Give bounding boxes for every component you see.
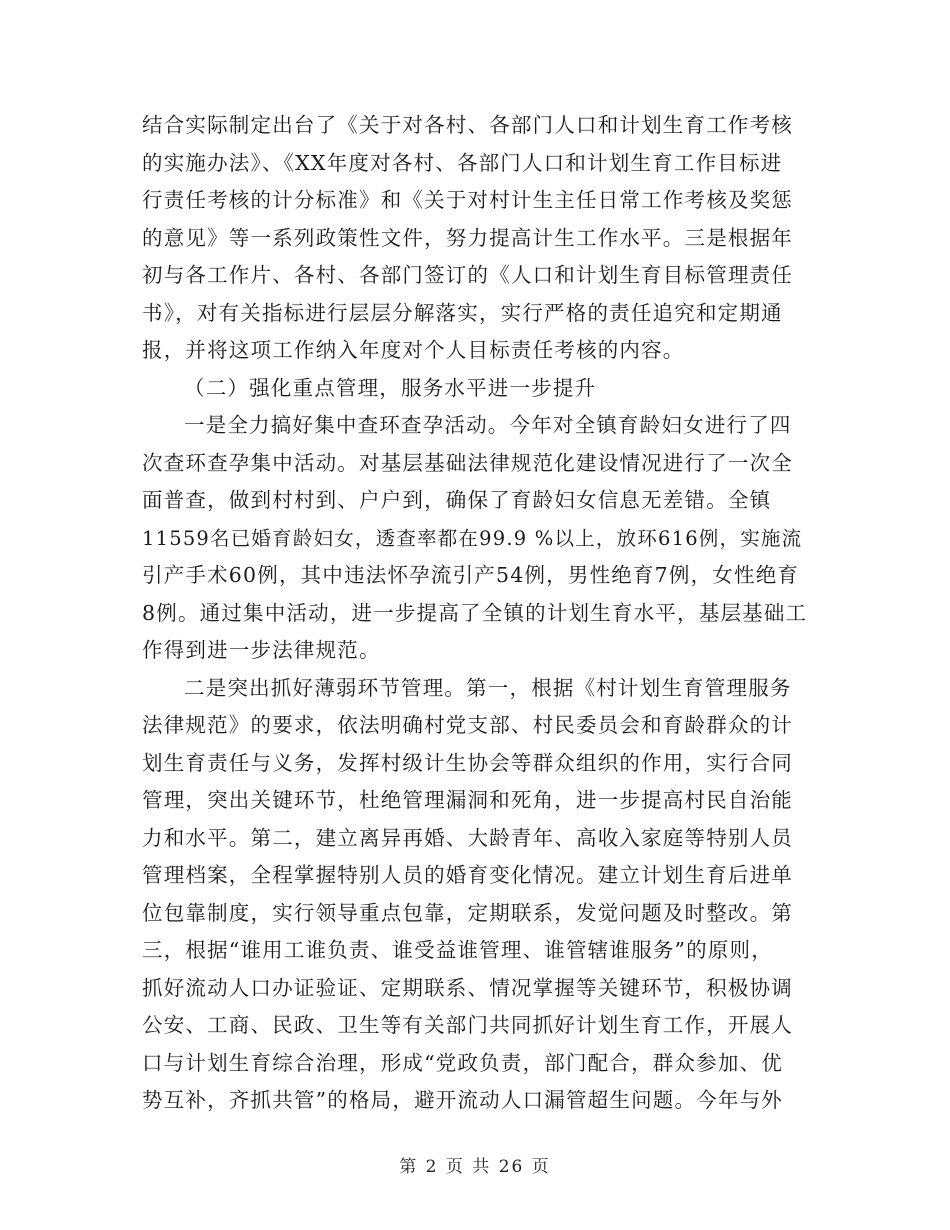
text-line: 位包靠制度，实行领导重点包靠，定期联系，发觉问题及时整改。第 <box>142 900 793 925</box>
text-line: 公安、工商、民政、卫生等有关部门共同抓好计划生育工作，开展人 <box>142 1013 793 1037</box>
text-line: 三，根据“谁用工谁负责、谁受益谁管理、谁管辖谁服务”的原则， <box>142 938 773 962</box>
text-line: 口与计划生育综合治理，形成“党政负责，部门配合，群众参加、优 <box>142 1050 783 1075</box>
text-line: 力和水平。第二，建立离异再婚、大龄青年、高收入家庭等特别人员 <box>142 825 793 850</box>
text-line: 的意见》等一系列政策性文件，努力提高计生工作水平。三是根据年 <box>142 225 793 250</box>
text-line: 8例。通过集中活动，进一步提高了全镇的计划生育水平，基层基础工 <box>142 600 808 625</box>
text-line: 11559名已婚育龄妇女，透查率都在99.9 %以上，放环616例，实施流 <box>142 526 803 550</box>
text-line: 行责任考核的计分标准》和《关于对村计生主任日常工作考核及奖惩 <box>142 188 793 212</box>
page-number-footer: 第 2 页 共 26 页 <box>399 1157 551 1177</box>
text-line: 次查环查孕集中活动。对基层基础法律规范化建设情况进行了一次全 <box>142 450 793 475</box>
body-text <box>142 107 814 1120</box>
section-heading: （二）强化重点管理，服务水平进一步提升 <box>184 375 597 400</box>
text-line: 引产手术60例，其中违法怀孕流引产54例，男性绝育7例，女性绝育 <box>142 563 800 587</box>
text-line: 二是突出抓好薄弱环节管理。第一，根据《村计划生育管理服务 <box>184 675 792 700</box>
text-line: 法律规范》的要求，依法明确村党支部、村民委员会和育龄群众的计 <box>142 713 793 737</box>
text-line: 面普查，做到村村到、户户到，确保了育龄妇女信息无差错。全镇 <box>142 488 772 512</box>
text-line: 一是全力搞好集中查环查孕活动。今年对全镇育龄妇女进行了四 <box>184 413 792 437</box>
text-line: 势互补，齐抓共管”的格局，避开流动人口漏管超生问题。今年与外 <box>142 1088 783 1112</box>
text-line: 抓好流动人口办证验证、定期联系、情况掌握等关键环节，积极协调 <box>142 975 793 1000</box>
text-line: 管理档案，全程掌握特别人员的婚育变化情况。建立计划生育后进单 <box>142 863 793 887</box>
text-line: 管理，突出关键环节，杜绝管理漏洞和死角，进一步提高村民自治能 <box>142 788 793 812</box>
text-line: 划生育责任与义务，发挥村级计生协会等群众组织的作用，实行合同 <box>142 750 793 775</box>
text-line: 书》，对有关指标进行层层分解落实，实行严格的责任追究和定期通 <box>142 300 783 325</box>
text-line: 的实施办法》、《XX年度对各村、各部门人口和计划生育工作目标进 <box>142 150 783 175</box>
text-line: 初与各工作片、各村、各部门签订的《人口和计划生育目标管理责任 <box>142 263 793 287</box>
text-line: 结合实际制定出台了《关于对各村、各部门人口和计划生育工作考核 <box>142 113 793 137</box>
text-line: 作得到进一步法律规范。 <box>142 638 381 662</box>
text-line: 报，并将这项工作纳入年度对个人目标责任考核的内容。 <box>142 338 685 362</box>
